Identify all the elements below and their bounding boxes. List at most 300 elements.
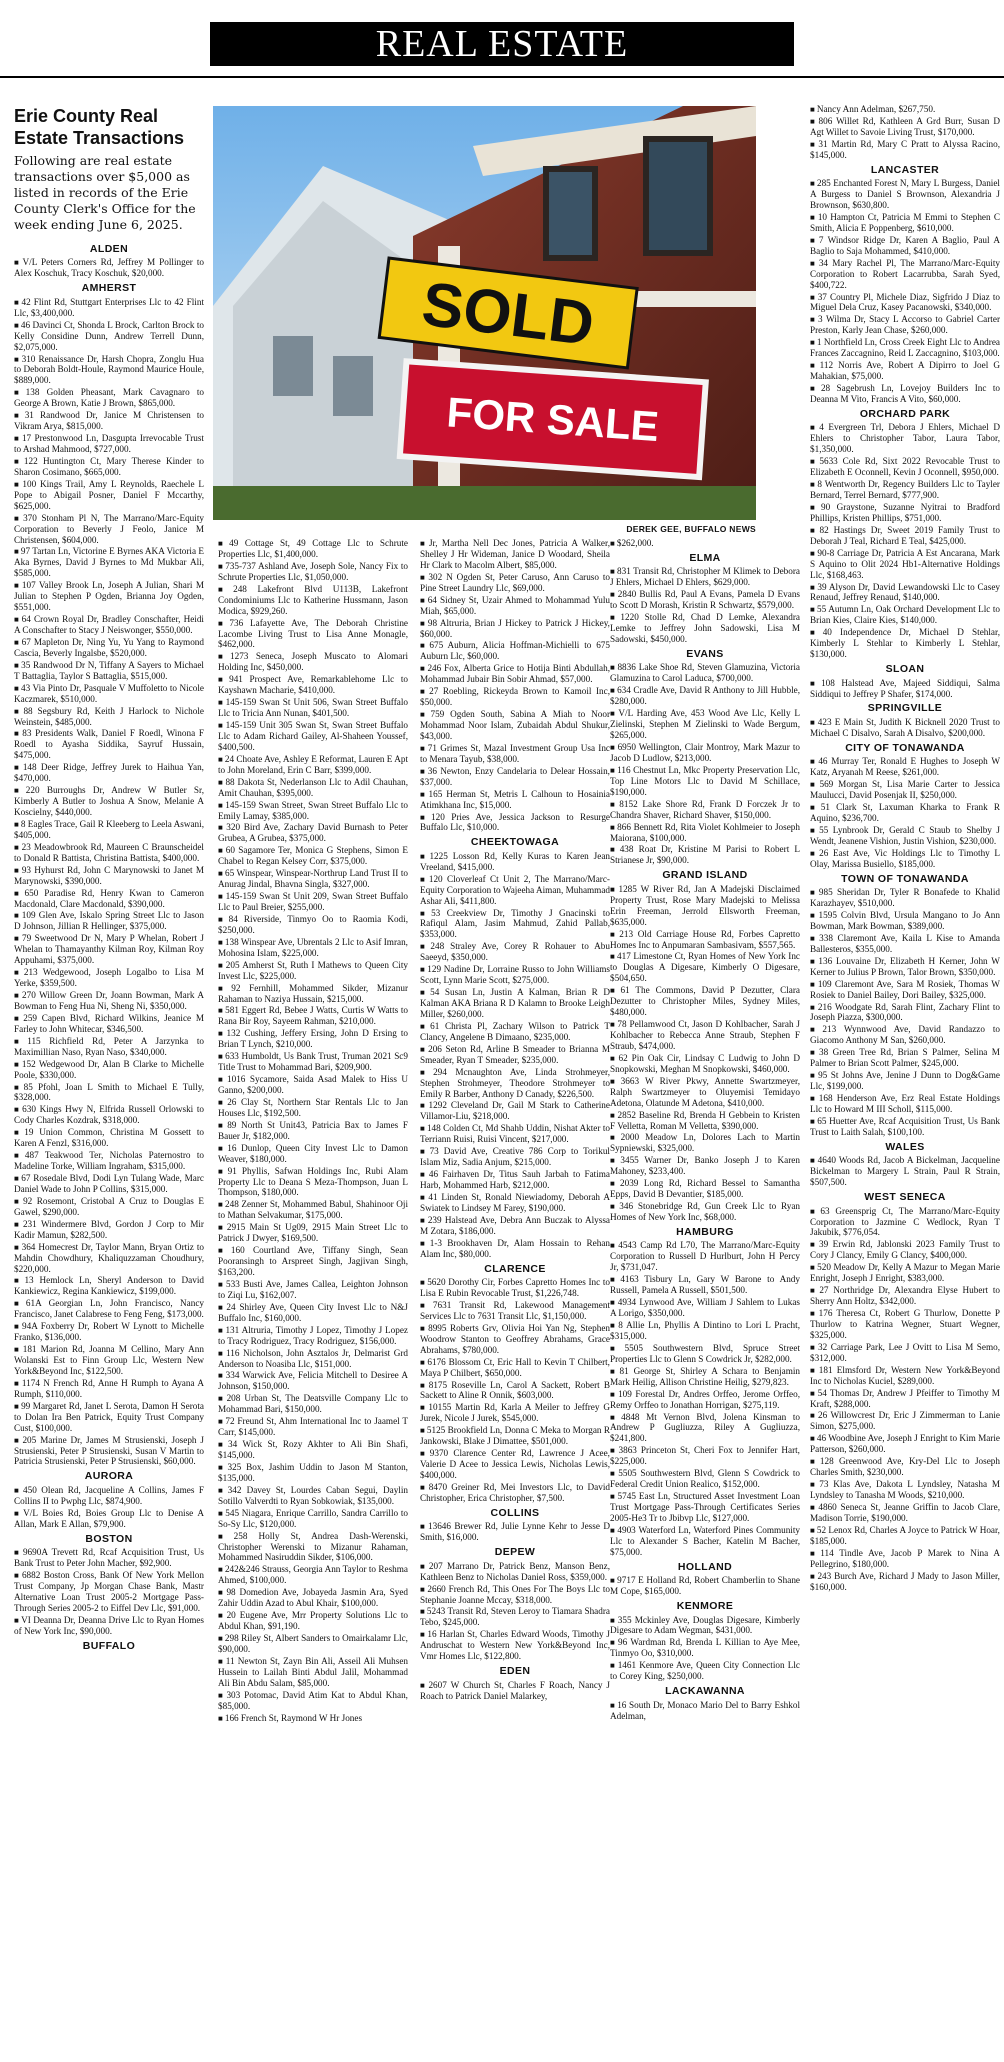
transaction-entry bbox=[610, 662, 800, 684]
transaction-entry bbox=[610, 1178, 800, 1200]
bullet-square-icon: ■ bbox=[218, 1417, 224, 1427]
town-heading: WEST SENECA bbox=[864, 1191, 946, 1204]
bullet-square-icon: ■ bbox=[810, 605, 816, 615]
bullet-square-icon: ■ bbox=[14, 434, 20, 444]
bullet-square-icon: ■ bbox=[610, 743, 616, 753]
transaction-entry bbox=[610, 799, 800, 821]
bullet-square-icon: ■ bbox=[218, 1166, 226, 1176]
transaction-entry bbox=[218, 777, 408, 799]
transaction-entry bbox=[810, 525, 1000, 547]
transaction-text: 2840 Bullis Rd, Paul A Evans, Pamela D Evans to Scott D Morash, Kristin R Schwartz, $579,000. bbox=[610, 589, 800, 611]
bullet-square-icon: ■ bbox=[14, 1435, 21, 1445]
transaction-text: 220 Burroughs Dr, Andrew W Butler Sr, Kimberly A Butler to Joshua A Snow, Melanie A Koscielny, $440,000. bbox=[14, 785, 204, 818]
transaction-text: 43 Via Pinto Dr, Pasquale V Muffoletto to Nicole Kaczmarek, $510,000. bbox=[14, 682, 204, 704]
transaction-text: 4543 Camp Rd L70, The Marrano/Marc-Equity Corporation to Russell D Hurlburt, John H Percy Jr, $731,047. bbox=[610, 1240, 800, 1273]
transaction-entry bbox=[420, 766, 610, 788]
transaction-entry bbox=[810, 383, 1000, 405]
transaction-text: 3455 Warner Dr, Banko Joseph J to Karen Mahoney, $233,400. bbox=[610, 1155, 800, 1177]
town-heading: SPRINGVILLE bbox=[867, 702, 943, 715]
transaction-text: 38 Green Tree Rd, Brian S Palmer, Selina M Palmer to Brian Scott Palmer, $245,000. bbox=[810, 1047, 1000, 1069]
transaction-text: 131 Altruria, Timothy J Lopez, Timothy J Lopez to Tracy Rodriguez, Tracy Rodriguez, $156,000. bbox=[218, 1324, 408, 1346]
transaction-text: 10 Hampton Ct, Patricia M Emmi to Stephen C Smith, Alicia E Poppenberg, $610,000. bbox=[810, 211, 1000, 233]
transaction-entry bbox=[420, 964, 610, 986]
transaction-text: 5505 Southwestern Blvd, Spruce Street Properties Llc to Glenn S Cowdrick Jr, $282,000. bbox=[610, 1342, 800, 1364]
transaction-text: 26 East Ave, Vic Holdings Llc to Timothy L Olay, Marissa Busiello, $185,000. bbox=[810, 847, 1000, 869]
bullet-square-icon: ■ bbox=[420, 1278, 426, 1288]
transaction-entry bbox=[610, 1389, 800, 1411]
bullet-square-icon: ■ bbox=[420, 1300, 431, 1310]
transaction-text: 39 Alyson Dr, David Lewandowski Llc to Casey Renaud, Jeffrey Renaud, $140,000. bbox=[810, 581, 1000, 603]
transaction-entry bbox=[810, 235, 1000, 257]
transaction-text: 258 Holly St, Andrea Dash-Werenski, Christopher Werenski to Mizanur Rahaman, Mohammed Nasiruddin Sikder, $106,000. bbox=[218, 1530, 408, 1563]
transaction-entry bbox=[610, 1637, 800, 1659]
transaction-text: 4163 Tisbury Ln, Gary W Barone to Andy Russell, Pamela A Russell, $501,500. bbox=[610, 1274, 800, 1296]
transaction-entry bbox=[610, 1240, 800, 1273]
transaction-text: 60 Sagamore Ter, Monica G Stephens, Simon E Chabel to Regan Kelsey Corr, $375,000. bbox=[218, 845, 408, 867]
bullet-square-icon: ■ bbox=[218, 1097, 226, 1107]
bullet-square-icon: ■ bbox=[14, 297, 20, 307]
transaction-text: 92 Fernhill, Mohammed Sikder, Mizanur Rahaman to Naziya Hussain, $215,000. bbox=[218, 982, 408, 1004]
transaction-text: 1273 Seneca, Joseph Muscato to Alomari Holding Inc, $450,000. bbox=[218, 651, 408, 673]
bullet-square-icon: ■ bbox=[810, 548, 816, 558]
transaction-entry bbox=[420, 1629, 610, 1662]
town-heading: SLOAN bbox=[885, 663, 925, 676]
bullet-square-icon: ■ bbox=[610, 1076, 619, 1086]
transaction-entry bbox=[420, 663, 610, 685]
transaction-entry bbox=[610, 1615, 800, 1637]
bullet-square-icon: ■ bbox=[218, 1508, 224, 1518]
bullet-square-icon: ■ bbox=[14, 968, 22, 978]
transaction-text: 16 South Dr, Monaco Mario Del to Barry Eshkol Adelman, bbox=[610, 1699, 800, 1721]
bullet-square-icon: ■ bbox=[14, 258, 21, 268]
transaction-text: 831 Transit Rd, Christopher M Klimek to Debora J Ehlers, Michael D Ehlers, $629,000. bbox=[610, 566, 800, 588]
bullet-square-icon: ■ bbox=[14, 1508, 22, 1518]
transaction-text: 5505 Southwestern Blvd, Glenn S Cowdrick to Federal Credit Union Realico, $152,000. bbox=[610, 1468, 800, 1490]
bullet-square-icon: ■ bbox=[218, 1485, 226, 1495]
bullet-square-icon: ■ bbox=[14, 1485, 22, 1495]
transaction-entry bbox=[810, 104, 1000, 115]
transaction-text: 1292 Cleveland Dr, Gail M Stark to Catherine Villamor-Liu, $218,000. bbox=[420, 1100, 610, 1122]
bullet-square-icon: ■ bbox=[610, 1275, 619, 1285]
bullet-square-icon: ■ bbox=[14, 1276, 23, 1286]
transaction-text: 8152 Lake Shore Rd, Frank D Forczek Jr to Chandra Shaver, Richard Shaver, $150,000. bbox=[610, 798, 800, 820]
transaction-text: 17 Prestonwood Ln, Dasgupta Irrevocable Trust to Arshad Mahmood, $727,000. bbox=[14, 433, 204, 455]
transaction-entry bbox=[14, 1298, 204, 1320]
transaction-text: 23 Meadowbrook Rd, Maureen C Braunscheidel to Donald R Battista, Christina Battista, $400,000. bbox=[14, 841, 204, 863]
town-heading: ALDEN bbox=[89, 243, 129, 255]
transaction-text: 423 E Main St, Judith K Bicknell 2020 Trust to Michael C Disalvo, Sarah A Disalvo, $200,000. bbox=[810, 716, 1000, 738]
transaction-entry bbox=[218, 891, 408, 913]
transaction-entry bbox=[14, 1547, 204, 1569]
transaction-entry bbox=[14, 637, 204, 659]
transaction-text: 8 Wentworth Dr, Regency Builders Llc to Tayler Bernard, Terrel Bernard, $777,900. bbox=[810, 479, 1000, 501]
transaction-entry bbox=[14, 819, 204, 841]
bullet-square-icon: ■ bbox=[218, 721, 224, 730]
bullet-square-icon: ■ bbox=[610, 929, 618, 939]
transaction-text: 16 Harlan St, Charles Edward Woods, Timothy J Andruschat to Western New York&Beyond Inc, Vmr Homes Llc, $122,800. bbox=[420, 1629, 610, 1662]
transaction-text: 82 Hastings Dr, Sweet 2019 Family Trust to Deborah J Teal, Richard E Teal, $425,000. bbox=[810, 524, 1000, 546]
transaction-entry bbox=[810, 1308, 1000, 1341]
bullet-square-icon: ■ bbox=[218, 1120, 226, 1130]
town-heading: CLARENCE bbox=[484, 1262, 546, 1275]
transaction-entry bbox=[14, 1401, 204, 1434]
transaction-text: 166 French St, Raymond W Hr Jones bbox=[224, 1712, 363, 1723]
transaction-entry bbox=[218, 1279, 408, 1301]
bullet-square-icon: ■ bbox=[14, 1548, 21, 1558]
transaction-entry bbox=[810, 258, 1000, 291]
transaction-entry bbox=[420, 1482, 610, 1504]
transaction-text: 298 Riley St, Albert Sanders to Omairkalamr Llc, $90,000. bbox=[218, 1633, 408, 1654]
transaction-text: 116 Chestnut Ln, Mkc Property Preservation Llc, Top Line Motors Llc to David M Schillace, $190,000. bbox=[610, 764, 800, 797]
transaction-text: 54 Susan Ln, Justin A Kalman, Brian R D Kalman AKA Briana R D Kalamn to Brooke Leigh Miller, $260,000. bbox=[420, 987, 610, 1019]
transaction-entry bbox=[810, 756, 1000, 778]
bullet-square-icon: ■ bbox=[14, 786, 24, 796]
bullet-square-icon: ■ bbox=[810, 116, 817, 126]
town-heading: HAMBURG bbox=[676, 1225, 734, 1238]
transaction-entry bbox=[218, 1302, 408, 1324]
transaction-text: 71 Grimes St, Mazal Investment Group Usa Inc to Menara Tayub, $38,000. bbox=[420, 742, 611, 764]
sold-sign-photo bbox=[213, 106, 756, 520]
transaction-entry bbox=[610, 685, 800, 707]
bullet-square-icon: ■ bbox=[218, 1713, 223, 1723]
bullet-square-icon: ■ bbox=[810, 235, 817, 245]
transaction-text: 5620 Dorothy Cir, Forbes Capretto Homes Inc to Lisa E Rubin Revocable Trust, $1,226,748. bbox=[420, 1277, 611, 1299]
bullet-square-icon: ■ bbox=[14, 1322, 20, 1332]
transaction-text: 108 Halstead Ave, Majeed Siddiqui, Salma Siddiqui to Jeffrey P Shafer, $174,000. bbox=[810, 677, 1000, 699]
transaction-text: 176 Theresa Ct, Robert G Thurlow, Donette P Thurlow to Katrina Wegner, Stuart Wegner, $325,000. bbox=[810, 1308, 1000, 1340]
transaction-text: 99 Margaret Rd, Janet L Serota, Damon H Serota to Dolan Ira Ben Patrick, Equity Trust Company Cust, $100,000. bbox=[14, 1400, 204, 1433]
transaction-entry bbox=[420, 1402, 610, 1424]
transaction-text: 450 Olean Rd, Jacqueline A Collins, James F Collins II to Pwphg Llc, $874,900. bbox=[14, 1484, 204, 1506]
bullet-square-icon: ■ bbox=[420, 908, 430, 918]
bullet-square-icon: ■ bbox=[14, 1378, 20, 1388]
transaction-entry bbox=[14, 865, 204, 887]
transaction-text: 4903 Waterford Ln, Waterford Pines Community Llc to Alexander S Bacher, Katelin M Bacher, $75,000. bbox=[610, 1524, 800, 1557]
transaction-entry bbox=[14, 1321, 204, 1343]
bullet-square-icon: ■ bbox=[420, 874, 427, 884]
bullet-square-icon: ■ bbox=[610, 663, 616, 673]
transaction-text: 63 Greensprig Ct, The Marrano/Marc-Equity Corporation to Jazmine C Wedlock, Ryan T Jakubik, $776,054. bbox=[810, 1205, 1000, 1238]
transaction-entry bbox=[420, 1067, 610, 1100]
transaction-text: 31 Martin Rd, Mary C Pratt to Alyssa Racino, $145,000. bbox=[810, 138, 1000, 160]
bullet-square-icon: ■ bbox=[218, 1531, 232, 1541]
transaction-text: 3 Wilma Dr, Stacy L Accorso to Gabriel Carter Preston, Karly Jean Chase, $260,000. bbox=[810, 314, 1000, 336]
transaction-entry bbox=[810, 1525, 1000, 1547]
bullet-square-icon: ■ bbox=[420, 1522, 426, 1532]
transaction-text: 128 Greenwood Ave, Kry-Del Llc to Joseph Charles Smith, $230,000. bbox=[810, 1456, 1000, 1478]
transaction-entry bbox=[14, 387, 204, 409]
bullet-square-icon: ■ bbox=[810, 757, 817, 767]
transaction-text: 81 George St, Shirley A Schara to Benjamin Mark Heilig, Allison Christine Heilig, $279,823. bbox=[610, 1365, 800, 1387]
transaction-text: 355 Mckinley Ave, Douglas Digesare, Kimberly Digesare to Adam Wegman, $431,000. bbox=[610, 1614, 800, 1636]
transaction-entry bbox=[14, 1036, 204, 1058]
bullet-square-icon: ■ bbox=[420, 1238, 428, 1248]
transaction-text: 205 Marine Dr, James M Strusienski, Joseph J Strusienski, Peter P Strusienski, Susan V Martin to Patricia Strusienski, Peter P Strusienski, $60,000. bbox=[14, 1434, 204, 1467]
transaction-text: 2915 Main St Ug09, 2915 Main Street Llc to Patrick J Dwyer, $169,500. bbox=[218, 1222, 408, 1244]
transaction-entry bbox=[218, 1143, 408, 1165]
transaction-entry bbox=[610, 1019, 800, 1052]
transaction-entry bbox=[420, 1584, 610, 1606]
bullet-square-icon: ■ bbox=[610, 765, 616, 775]
transaction-text: 24 Choate Ave, Ashley E Reformat, Lauren E Apt to John Moreland, Erin C Barr, $399,000. bbox=[218, 753, 408, 775]
bullet-square-icon: ■ bbox=[14, 547, 19, 557]
bullet-square-icon: ■ bbox=[218, 1029, 225, 1039]
transaction-entry bbox=[810, 1155, 1000, 1188]
transaction-text: 107 Valley Brook Ln, Joseph A Julian, Shari M Julian to Stephen P Ogden, Brianna Joy Ogden, $551,000. bbox=[14, 580, 204, 613]
transaction-entry bbox=[610, 765, 800, 798]
transaction-text: 1174 N French Rd, Anne H Rumph to Ayana A Rumph, $110,000. bbox=[14, 1377, 204, 1399]
transaction-text: 90 Graystone, Suzanne Nyitrai to Bradford Phillips, Kristen Phillips, $751,000. bbox=[810, 501, 1000, 523]
bullet-square-icon: ■ bbox=[218, 1656, 224, 1666]
transaction-text: 46 Woodbine Ave, Joseph J Enright to Kim Marie Patterson, $260,000. bbox=[810, 1433, 1001, 1455]
bullet-square-icon: ■ bbox=[218, 1565, 223, 1575]
transaction-entry bbox=[14, 479, 204, 512]
bullet-square-icon: ■ bbox=[810, 315, 817, 325]
transaction-text: 26 Willowcrest Dr, Eric J Zimmerman to Lanie Simon, $275,000. bbox=[810, 1410, 1000, 1432]
transaction-entry bbox=[810, 979, 1000, 1001]
bullet-square-icon: ■ bbox=[14, 479, 21, 489]
transaction-entry bbox=[810, 1070, 1000, 1092]
transaction-entry bbox=[810, 604, 1000, 626]
bullet-square-icon: ■ bbox=[420, 1067, 432, 1077]
transaction-entry bbox=[810, 139, 1000, 161]
transaction-entry bbox=[810, 1239, 1000, 1261]
transaction-entry bbox=[218, 1348, 408, 1370]
bullet-square-icon: ■ bbox=[14, 1242, 20, 1252]
transaction-text: 55 Lynbrook Dr, Gerald C Staub to Shelby J Wendt, Jeanene Vishion, Justin Vishion, $230,000. bbox=[810, 824, 1000, 846]
transaction-text: 148 Deer Ridge, Jeffrey Jurek to Haihua Yan, $470,000. bbox=[14, 762, 204, 784]
listing-column-4 bbox=[610, 538, 800, 1723]
transaction-entry bbox=[14, 354, 204, 387]
bullet-square-icon: ■ bbox=[610, 845, 618, 855]
bullet-square-icon: ■ bbox=[218, 698, 224, 708]
transaction-entry bbox=[420, 1300, 610, 1322]
transaction-text: 138 Winspear Ave, Ubrentals 2 Llc to Asif Imran, Mohosina Islam, $225,000. bbox=[218, 936, 408, 958]
bullet-square-icon: ■ bbox=[610, 1492, 616, 1502]
transaction-text: 96 Wardman Rd, Brenda L Killian to Aye Mee, Tinmyo Oo, $310,000. bbox=[610, 1637, 800, 1659]
transaction-entry bbox=[610, 1201, 800, 1223]
transaction-text: 6950 Wellington, Clair Montroy, Mark Mazur to Jacob D Ludlow, $213,000. bbox=[610, 742, 800, 763]
bullet-square-icon: ■ bbox=[420, 1044, 427, 1054]
transaction-text: 545 Niagara, Enrique Carrillo, Sandra Carrillo to So-Sy Llc, $120,000. bbox=[218, 1507, 408, 1529]
bullet-square-icon: ■ bbox=[810, 1156, 816, 1166]
bullet-square-icon: ■ bbox=[810, 1002, 816, 1012]
transaction-entry bbox=[420, 595, 610, 617]
bullet-square-icon: ■ bbox=[420, 1561, 427, 1571]
transaction-entry bbox=[14, 1082, 204, 1104]
bullet-square-icon: ■ bbox=[420, 851, 428, 861]
bullet-square-icon: ■ bbox=[218, 823, 225, 833]
transaction-text: 7631 Transit Rd, Lakewood Management Services Llc to 7631 Transit Llc, $1,150,000. bbox=[420, 1299, 610, 1321]
transaction-text: 3863 Princeton St, Cheri Fox to Jennifer Hart, $225,000. bbox=[610, 1445, 800, 1467]
transaction-text: 8836 Lake Shoe Rd, Steven Glamuzina, Victoria Glamuzina to Carol Laduca, $700,000. bbox=[610, 662, 801, 684]
transaction-entry bbox=[218, 697, 408, 719]
bullet-square-icon: ■ bbox=[14, 1036, 26, 1046]
transaction-entry bbox=[810, 825, 1000, 847]
transaction-text: 85 Pfohl, Joan L Smith to Michael E Tully, $328,000. bbox=[14, 1081, 204, 1103]
transaction-text: 3663 W River Pkwy, Annette Swartzmeyer, Ralph Swartzmeyer to Oluyemisi Temidayo Adetona, Olatunde M Adetona, $410,000. bbox=[610, 1075, 800, 1108]
transaction-entry bbox=[14, 1508, 204, 1530]
transaction-entry bbox=[420, 1215, 610, 1237]
transaction-text: V/L Harding Ave, 453 Wood Ave Llc, Kelly L Zielinski, Stephen M Zielinski to Wade Bergum, $265,000. bbox=[610, 708, 800, 741]
transaction-entry bbox=[14, 728, 204, 761]
transaction-text: 216 Woodgate Rd, Sarah Flint, Zachary Flint to Joseph Piazza, $300,000. bbox=[810, 1001, 1000, 1023]
bullet-square-icon: ■ bbox=[420, 1357, 426, 1367]
bullet-square-icon: ■ bbox=[610, 822, 616, 832]
transaction-text: 145-159 Swan St Unit 209, Swan Street Buffalo Llc to Paul Breier, $255,000. bbox=[218, 891, 408, 912]
bullet-square-icon: ■ bbox=[14, 1059, 20, 1069]
transaction-entry bbox=[610, 1468, 800, 1490]
transaction-entry bbox=[810, 1548, 1000, 1570]
bullet-square-icon: ■ bbox=[810, 361, 818, 371]
transaction-entry bbox=[14, 1013, 204, 1035]
transaction-text: 73 David Ave, Creative 786 Corp to Torikul Islam Miz, Sadia Anjum, $215,000. bbox=[420, 1146, 610, 1168]
bullet-square-icon: ■ bbox=[218, 1223, 225, 1233]
bullet-square-icon: ■ bbox=[14, 729, 21, 739]
bullet-square-icon: ■ bbox=[14, 1571, 20, 1580]
town-heading: GRAND ISLAND bbox=[662, 869, 748, 882]
transaction-entry bbox=[610, 1132, 800, 1154]
bullet-square-icon: ■ bbox=[810, 956, 817, 966]
transaction-entry bbox=[810, 479, 1000, 501]
bullet-square-icon: ■ bbox=[14, 1082, 22, 1092]
bullet-square-icon: ■ bbox=[218, 1006, 224, 1016]
transaction-text: 346 Stonebridge Rd, Gun Creek Llc to Ryan Homes of New York Inc, $68,000. bbox=[610, 1201, 800, 1223]
bullet-square-icon: ■ bbox=[610, 952, 616, 962]
transaction-entry bbox=[218, 674, 408, 696]
transaction-text: 285 Enchanted Forest N, Mary L Burgess, Daniel A Burgess to Daniel S Brownson, Alexandria J Brownson, $630,800. bbox=[810, 178, 1000, 211]
bullet-square-icon: ■ bbox=[810, 933, 818, 943]
transaction-text: 97 Tartan Ln, Victorine E Byrnes AKA Victoria E Aka Byrnes, David J Byrnes to Md Mukbar Ali, $585,000. bbox=[14, 546, 204, 579]
transaction-text: 61 Christa Pl, Zachary Wilson to Patrick T Clancy, Angelene B Dimaano, $235,000. bbox=[420, 1020, 610, 1042]
transaction-entry bbox=[420, 1425, 610, 1447]
transaction-text: 132 Cushing, Jeffery Ersing, John D Ersing to Brian T Lynch, $210,000. bbox=[218, 1028, 408, 1050]
transaction-text: 2660 French Rd, This Ones For The Boys Llc to Stephanie Joanne Mccay, $318,000. bbox=[420, 1583, 610, 1605]
listing-column-5 bbox=[810, 104, 1000, 1593]
bullet-square-icon: ■ bbox=[218, 1611, 225, 1621]
transaction-entry bbox=[420, 1123, 610, 1145]
bullet-square-icon: ■ bbox=[420, 1482, 427, 1492]
transaction-entry bbox=[218, 1097, 408, 1119]
transaction-text: 9717 E Holland Rd, Robert Chamberlin to Shane M Cope, $165,000. bbox=[610, 1575, 800, 1597]
transaction-entry bbox=[218, 822, 408, 844]
town-heading: TOWN OF TONAWANDA bbox=[841, 872, 969, 885]
transaction-text: 145-159 Swan Street, Swan Street Buffalo Llc to Emily Lamay, $385,000. bbox=[218, 799, 408, 821]
transaction-entry bbox=[810, 678, 1000, 700]
transaction-text: 1 Northfield Ln, Cross Creek Eight Llc to Andrea Frances Zaccagnino, Reid L Zaccagnino, $103,000. bbox=[810, 337, 1000, 359]
town-heading: HOLLAND bbox=[677, 1560, 733, 1573]
bullet-square-icon: ■ bbox=[14, 934, 20, 944]
transaction-text: 243 Burch Ave, Richard J Mady to Jason Miller, $160,000. bbox=[810, 1570, 1000, 1592]
bullet-square-icon: ■ bbox=[610, 539, 615, 548]
bullet-square-icon: ■ bbox=[420, 1630, 426, 1640]
transaction-text: 94A Foxberry Dr, Robert W Lynott to Michelle Franko, $136,000. bbox=[14, 1321, 204, 1343]
transaction-text: 98 Domedion Ave, Jobayeda Jasmin Ara, Syed Zahir Uddin Azad to Abul Khair, $100,000. bbox=[218, 1587, 408, 1609]
transaction-entry bbox=[14, 297, 204, 319]
bullet-square-icon: ■ bbox=[610, 1661, 616, 1671]
bullet-square-icon: ■ bbox=[218, 584, 232, 594]
transaction-entry bbox=[14, 614, 204, 636]
transaction-entry bbox=[218, 1245, 408, 1278]
transaction-text: 168 Henderson Ave, Erz Real Estate Holdings Llc to Howard M III Scholl, $115,000. bbox=[810, 1093, 1000, 1114]
listing-column-3 bbox=[420, 538, 610, 1702]
transaction-text: 28 Sagebrush Ln, Lovejoy Builders Inc to Deanna M Vito, Francis A Vito, $60,000. bbox=[810, 383, 1000, 404]
bullet-square-icon: ■ bbox=[218, 754, 223, 764]
transaction-text: 302 N Ogden St, Peter Caruso, Ann Caruso to Pine Street Laundry Llc, $69,000. bbox=[420, 571, 610, 593]
transaction-text: 91 Phyllis, Safwan Holdings Inc, Rubi Alam Property Llc to Deana S Meza-Thompson, Juan L Thompson, $180,000. bbox=[218, 1165, 408, 1198]
bullet-square-icon: ■ bbox=[810, 628, 821, 638]
transaction-entry bbox=[420, 538, 610, 571]
town-heading: COLLINS bbox=[490, 1506, 540, 1519]
transaction-text: 115 Richfield Rd, Peter A Jarzynka to Maximillian Naso, Ryan Naso, $340,000. bbox=[14, 1035, 204, 1057]
bullet-square-icon: ■ bbox=[420, 595, 426, 605]
transaction-entry bbox=[420, 1146, 610, 1168]
bullet-square-icon: ■ bbox=[810, 212, 816, 222]
bullet-square-icon: ■ bbox=[610, 1133, 619, 1143]
transaction-text: 213 Old Carriage House Rd, Forbes Capretto Homes Inc to Anpumaran Sambasivam, $557,565. bbox=[610, 928, 800, 950]
transaction-text: 73 Klas Ave, Dakota L Lyndsley, Natasha M Lyndsley to Tanasha M Woods, $210,000. bbox=[810, 1479, 1000, 1500]
bullet-square-icon: ■ bbox=[14, 1196, 22, 1206]
transaction-entry bbox=[14, 513, 204, 546]
transaction-entry bbox=[14, 1104, 204, 1126]
transaction-text: 4640 Woods Rd, Jacob A Bickelman, Jacqueline Bickelman to Margery L Strain, Paul R Strain, $507,500. bbox=[810, 1155, 1000, 1188]
transaction-entry bbox=[420, 1606, 610, 1628]
bullet-square-icon: ■ bbox=[14, 991, 20, 1001]
transaction-entry bbox=[420, 1323, 610, 1356]
transaction-entry bbox=[14, 433, 204, 455]
bullet-square-icon: ■ bbox=[218, 777, 224, 787]
transaction-entry bbox=[420, 851, 610, 873]
transaction-entry bbox=[810, 502, 1000, 524]
transaction-entry bbox=[218, 1028, 408, 1050]
transaction-entry bbox=[810, 802, 1000, 824]
transaction-text: 759 Ogden South, Sabina A Miah to Noor Mohammad Noor Islam, Zubaidah Abdul Shukur, $43,000. bbox=[420, 709, 610, 741]
transaction-entry bbox=[810, 292, 1000, 314]
transaction-text: 27 Northridge Dr, Alexandra Elyse Hubert to Sherry Ann Holtz, $342,000. bbox=[810, 1285, 1000, 1307]
transaction-text: 98 Altruria, Brian J Hickey to Patrick J Hickey, $60,000. bbox=[420, 617, 610, 639]
transaction-text: 24 Shirley Ave, Queen City Invest Llc to N&J Buffalo Inc, $160,000. bbox=[218, 1301, 408, 1323]
bullet-square-icon: ■ bbox=[810, 717, 816, 727]
transaction-entry bbox=[14, 888, 204, 910]
transaction-text: 569 Morgan St, Lisa Marie Carter to Jessica Maulucci, David Posenjak II, $250,000. bbox=[810, 779, 1000, 801]
bullet-square-icon: ■ bbox=[810, 1206, 819, 1216]
transaction-entry bbox=[610, 1445, 800, 1467]
transaction-text: 633 Humboldt, Us Bank Trust, Truman 2021 Sc9 Title Trust to Mohammad Bari, $209,900. bbox=[218, 1051, 408, 1073]
transaction-text: 35 Randwood Dr N, Tiffany A Sayers to Michael T Battaglia, Taylor S Battaglia, $515,000. bbox=[14, 659, 204, 681]
transaction-entry bbox=[218, 1564, 408, 1586]
bullet-square-icon: ■ bbox=[610, 1525, 616, 1535]
transaction-text: 4860 Seneca St, Jeanne Griffin to Jacob Clare, Madison Torrie, $190,000. bbox=[810, 1501, 1000, 1523]
bullet-square-icon: ■ bbox=[218, 539, 228, 548]
bullet-square-icon: ■ bbox=[420, 641, 428, 651]
transaction-entry bbox=[14, 257, 204, 279]
transaction-text: 581 Eggert Rd, Bebee J Watts, Curtis W Watts to Rana Bir Roy, Sayeem Rahman, $210,000. bbox=[218, 1005, 408, 1027]
transaction-entry bbox=[810, 1342, 1000, 1364]
transaction-text: 5125 Brookfield Ln, Donna C Meka to Morgan R Jankowski, Blake J Dimattee, $501,000. bbox=[420, 1425, 610, 1447]
bullet-square-icon: ■ bbox=[610, 1241, 617, 1251]
bullet-square-icon: ■ bbox=[610, 986, 619, 996]
transaction-text: 72 Freund St, Ahm International Inc to Jaamel T Carr, $145,000. bbox=[218, 1416, 408, 1438]
transaction-entry bbox=[810, 1262, 1000, 1284]
bullet-square-icon: ■ bbox=[810, 979, 816, 989]
bullet-square-icon: ■ bbox=[218, 914, 227, 924]
transaction-text: 1220 Stolle Rd, Chad D Lemke, Alexandra Lemke to Jeffrey John Sadowski, Lisa M Sadowski, $450,000. bbox=[610, 612, 800, 645]
transaction-text: 303 Potomac, David Atim Kat to Abdul Khan, $85,000. bbox=[218, 1689, 408, 1711]
transaction-text: Jr, Martha Nell Dec Jones, Patricia A Walker, Shelley J Hr Wideman, Janice D Woodard, Sheila Hr Clark to Macolm Albert, $85,000. bbox=[420, 538, 610, 570]
bullet-square-icon: ■ bbox=[810, 1071, 817, 1081]
transaction-text: 46 Davinci Ct, Shonda L Brock, Carlton Brock to Kelly Considine Dunn, Andrew Terrell Dunn, $2,075,000. bbox=[14, 319, 204, 352]
transaction-text: 114 Tindle Ave, Jacob P Marek to Nina A Pellegrino, $180,000. bbox=[810, 1547, 1000, 1569]
